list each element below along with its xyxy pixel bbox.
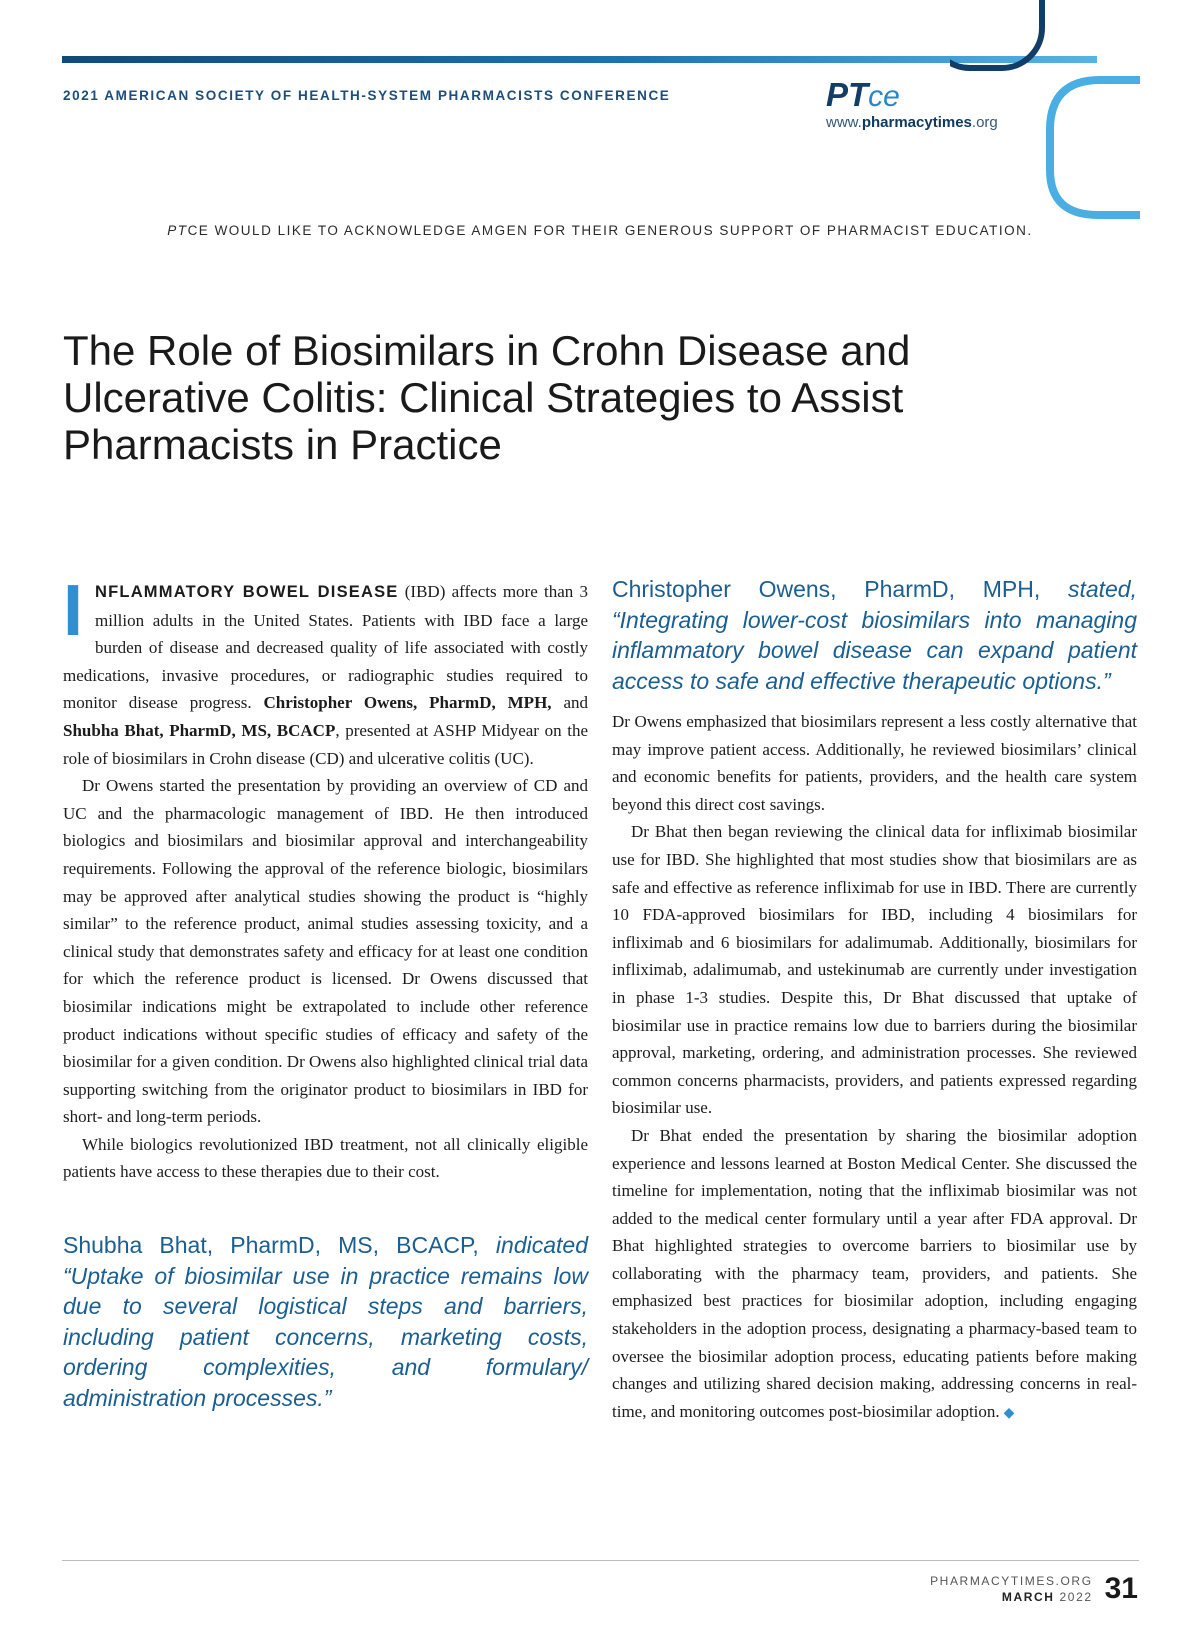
- left-column: [63, 571, 589, 1413]
- body-paragraph-final: Dr Bhat ended the presentation by sharing the biosimilar adoption experience and lessons learned at Boston Medical Center. She discussed the timeline for implementation, noting that the infliximab biosimilar was not added to the medical center formulary until a year after FDA approval. Dr Bhat highlighted strategies to overcome barriers to biosimilar use by collaborating with the pharmacy team, providers, and patients. She emphasized best practices for biosimilar adoption, including engaging stakeholders in the adoption process, designating a pharmacy-based team to oversee the biosimilar adoption process, educating patients before making changes and utilizing shared decision making, addressing concerns in real-time, and monitoring outcomes post-biosimilar adoption. ◆: [612, 1125, 1137, 1421]
- conference-header: 2021 AMERICAN SOCIETY OF HEALTH-SYSTEM PHARMACISTS CONFERENCE: [63, 88, 671, 103]
- lead-paragraph: INFLAMMATORY BOWEL DISEASE (IBD) affects more than 3 million adults in the United States. Patients with IBD face a large burden of disease and decreased quality of life associated with costly medications, invasive procedures, or radiographic studies required to monitor disease progress. Christopher Owens, PharmD, MPH, and Shubha Bhat, PharmD, MS, BCACP, presented at ASHP Midyear on the role of biosimilars in Crohn disease (CD) and ulcerative colitis (UC).: [63, 571, 589, 768]
- pull-quote-bhat: Shubha Bhat, PharmD, MS, BCACP, indicated “Uptake of biosimilar use in practice remains low due to several logistical steps and barriers, including patient concerns, marketing costs, ordering complexities, and formulary/ administration processes.”: [63, 1232, 588, 1411]
- right-column: [612, 578, 1137, 1427]
- ptce-logo-mark: PTce: [826, 76, 900, 113]
- ptce-logo[interactable]: [826, 78, 998, 131]
- footer-text: [930, 1573, 1093, 1605]
- end-mark-icon: ◆: [1003, 1405, 1015, 1421]
- body-paragraph: While biologics revolutionized IBD treatment, not all clinically eligible patients have access to these therapies due to their cost.: [63, 1134, 588, 1182]
- title-line: Ulcerative Colitis: Clinical Strategies to Assist: [63, 374, 904, 421]
- article-title: [63, 327, 1043, 468]
- drop-cap: I: [63, 571, 84, 651]
- page-footer: [930, 1572, 1138, 1606]
- footer-rule: [62, 1560, 1139, 1561]
- header-rule: [62, 56, 1097, 63]
- pull-quote-owens: Christopher Owens, PharmD, MPH, stated, “Integrating lower-cost biosimilars into managing inflammatory bowel disease can expand patient access to safe and effective therapeutic options.”: [612, 576, 1137, 694]
- title-line: Pharmacists in Practice: [63, 421, 502, 468]
- body-paragraph: Dr Owens emphasized that biosimilars represent a less costly alternative that may improve patient access. Additionally, he reviewed biosimilars’ clinical and economic benefits for patients, providers, and the health care system beyond this direct cost savings.: [612, 712, 1137, 814]
- logo-url: www.pharmacytimes.org: [826, 114, 998, 131]
- title-line: The Role of Biosimilars in Crohn Disease and: [63, 327, 911, 374]
- body-paragraph: Dr Bhat then began reviewing the clinical data for infliximab biosimilar use for IBD. She highlighted that most studies show that biosimilars are as safe and effective as reference infliximab for use in IBD. There are currently 10 FDA-approved biosimilars for IBD, including 4 biosimilars for infliximab and 6 biosimilars for adalimumab. Additionally, biosimilars for infliximab, adalimumab, and ustekinumab are currently under investigation in phase 1-3 studies. Despite this, Dr Bhat discussed that uptake of biosimilar use in practice remains low due to barriers during the biosimilar approval, marketing, ordering, and administration processes. She reviewed common concerns pharmacists, providers, and patients expressed regarding biosimilar use.: [612, 822, 1137, 1118]
- page-number: 31: [1104, 1572, 1138, 1605]
- footer-issue: MARCH 2022: [1001, 1590, 1093, 1604]
- acknowledgement-line: PTCE WOULD LIKE TO ACKNOWLEDGE AMGEN FOR THEIR GENEROUS SUPPORT OF PHARMACIST EDUCATION.: [167, 223, 1033, 238]
- body-paragraph: Dr Owens started the presentation by providing an overview of CD and UC and the pharmacologic management of IBD. He then introduced biologics and biosimilars and biosimilar approval and interchangeability requirements. Following the approval of the reference biologic, biosimilars may be approved after analytical studies showing the product is “highly similar” to the reference product, animal studies assessing toxicity, and a clinical study that demonstrates safety and efficacy for at least one condition for which the reference product is licensed. Dr Owens discussed that biosimilar indications might be extrapolated to include other reference product indications without specific studies of efficacy and safety of the biosimilar for a given condition. Dr Owens also highlighted clinical trial data supporting switching from the originator product to biosimilars in IBD for short- and long-term periods.: [63, 776, 588, 1127]
- footer-site: PHARMACYTIMES.ORG: [930, 1574, 1093, 1588]
